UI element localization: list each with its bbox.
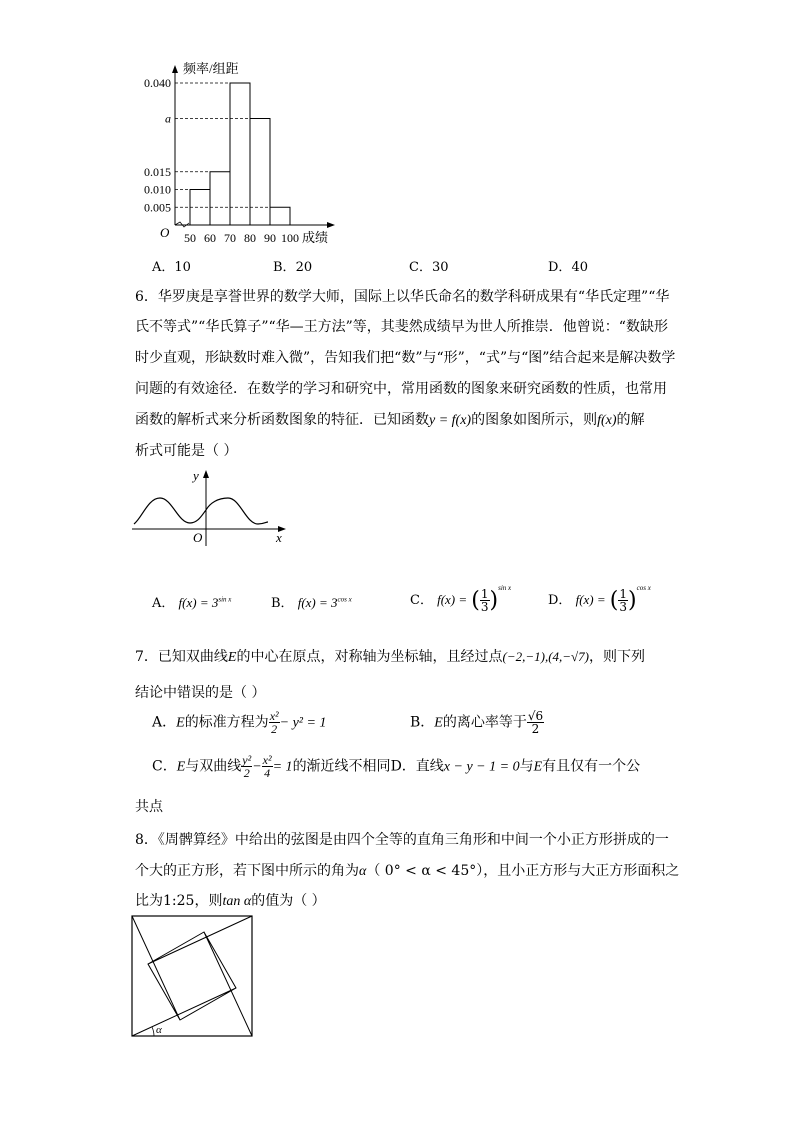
q6-line-3: 时少直观，形缺数时难入微”，告知我们把“数”与“形”，“式”与“图”结合起来是解决数学 xyxy=(135,350,676,366)
q8-line-2: 个大的正方形，若下图中所示的角为α（ 0° < α < 45°），且小正方形与大正方形面积之 xyxy=(135,863,680,879)
alpha-label: α xyxy=(156,1024,162,1036)
x-tick-label: 90 xyxy=(264,231,276,245)
q7-line-2: 结论中错误的是（ ） xyxy=(135,685,266,701)
q6-option-a[interactable]: A． $f(x) = 3^{sin x}$ xyxy=(152,595,232,611)
histogram-chart xyxy=(125,55,355,250)
q6-line-4: 问题的有效途径．在数学的学习和研究中，常用函数的图象来研究函数的性质，也常用 xyxy=(135,381,667,397)
q6-line-2: 氏不等式”“华氏算子”“华—王方法”等，其斐然成绩早为世人所推崇．他曾说：“数缺形 xyxy=(135,319,668,335)
y-tick-label: 0.005 xyxy=(144,200,171,215)
q7-option-a[interactable]: A．E的标准方程为 $\frac{\text{x²}}{2}$ − y² = 1 xyxy=(152,709,327,736)
x-axis-title: 成绩 xyxy=(302,230,329,245)
x-axis-arrow xyxy=(327,222,335,228)
x-tick-label: 60 xyxy=(204,231,216,245)
q8-line-3: 比为1:25，则tan α的值为（ ） xyxy=(135,893,326,909)
x-tick-label: 70 xyxy=(224,231,236,245)
y-tick-label: 0.015 xyxy=(144,164,171,179)
q8-string-figure xyxy=(130,914,256,1040)
y-tick-label: 0.040 xyxy=(144,76,171,90)
y-axis-arrow xyxy=(172,65,178,73)
origin-label: O xyxy=(193,530,203,545)
q5-option-d[interactable]: D．40 xyxy=(548,260,588,275)
y-axis-title: 频率/组距 xyxy=(183,61,239,76)
q7-line-end: 共点 xyxy=(135,799,163,815)
q8-line-1: 8．《周髀算经》中给出的弦图是由四个全等的直角三角形和中间一个小正方形拼成的一 xyxy=(135,832,669,848)
x-label: x xyxy=(276,530,282,545)
q6-option-b[interactable]: B． $f(x) = 3^{cos x}$ xyxy=(271,595,352,611)
origin-label: O xyxy=(160,225,170,240)
histogram-bar xyxy=(270,207,290,225)
y-axis-arrow xyxy=(203,470,209,478)
y-tick-label: a xyxy=(165,111,171,126)
outer-square xyxy=(132,916,252,1036)
curve xyxy=(134,498,268,524)
q7-option-c-d[interactable]: C．E与双曲线 $\frac{\text{y²}}{2}$ − $\frac{\text{x²}}{4}$ = 1的渐近线不相同D．直线x − y − 1 = 0与E有且仅有一个公 xyxy=(152,753,641,780)
histogram-bar xyxy=(250,119,270,226)
x-tick-label: 50 xyxy=(184,231,196,245)
q6-line-1: 6．华罗庚是享誉世界的数学大师，国际上以华氏命名的数学科研成果有“华氏定理”“华 xyxy=(135,289,670,305)
q5-option-c[interactable]: C．30 xyxy=(409,260,449,275)
q6-line-5: 函数的解析式来分析函数图象的特征．已知函数y = f(x)的图象如图所示，则f(x)的解 xyxy=(135,412,645,428)
q6-line-6: 析式可能是（ ） xyxy=(135,443,238,459)
histogram-bar xyxy=(210,172,230,225)
q7-line-1: 7．已知双曲线E的中心在原点，对称轴为坐标轴，且经过点(−2,−1),(4,−√7)，则下列 xyxy=(135,649,646,665)
pinwheel-lines xyxy=(132,916,252,1036)
alpha-arc xyxy=(152,1027,154,1036)
y-label: y xyxy=(193,468,199,483)
q6-option-c[interactable]: C． f(x) = ( $\frac{1}{3}$ )$^{sin x}$ xyxy=(410,584,512,614)
x-tick-label: 100 xyxy=(281,231,299,245)
q6-function-graph xyxy=(130,468,290,548)
q7-option-b[interactable]: B．E的离心率等于 $\frac{√6}{2}$ xyxy=(410,709,544,736)
x-tick-label: 80 xyxy=(244,231,256,245)
q5-option-b[interactable]: B．20 xyxy=(273,260,313,275)
y-tick-label: 0.010 xyxy=(144,182,171,197)
q5-option-a[interactable]: A．10 xyxy=(152,260,191,275)
q6-option-d[interactable]: D． f(x) = ( $\frac{1}{3}$ )$^{cos x}$ xyxy=(548,584,651,614)
histogram-bar xyxy=(230,83,250,225)
